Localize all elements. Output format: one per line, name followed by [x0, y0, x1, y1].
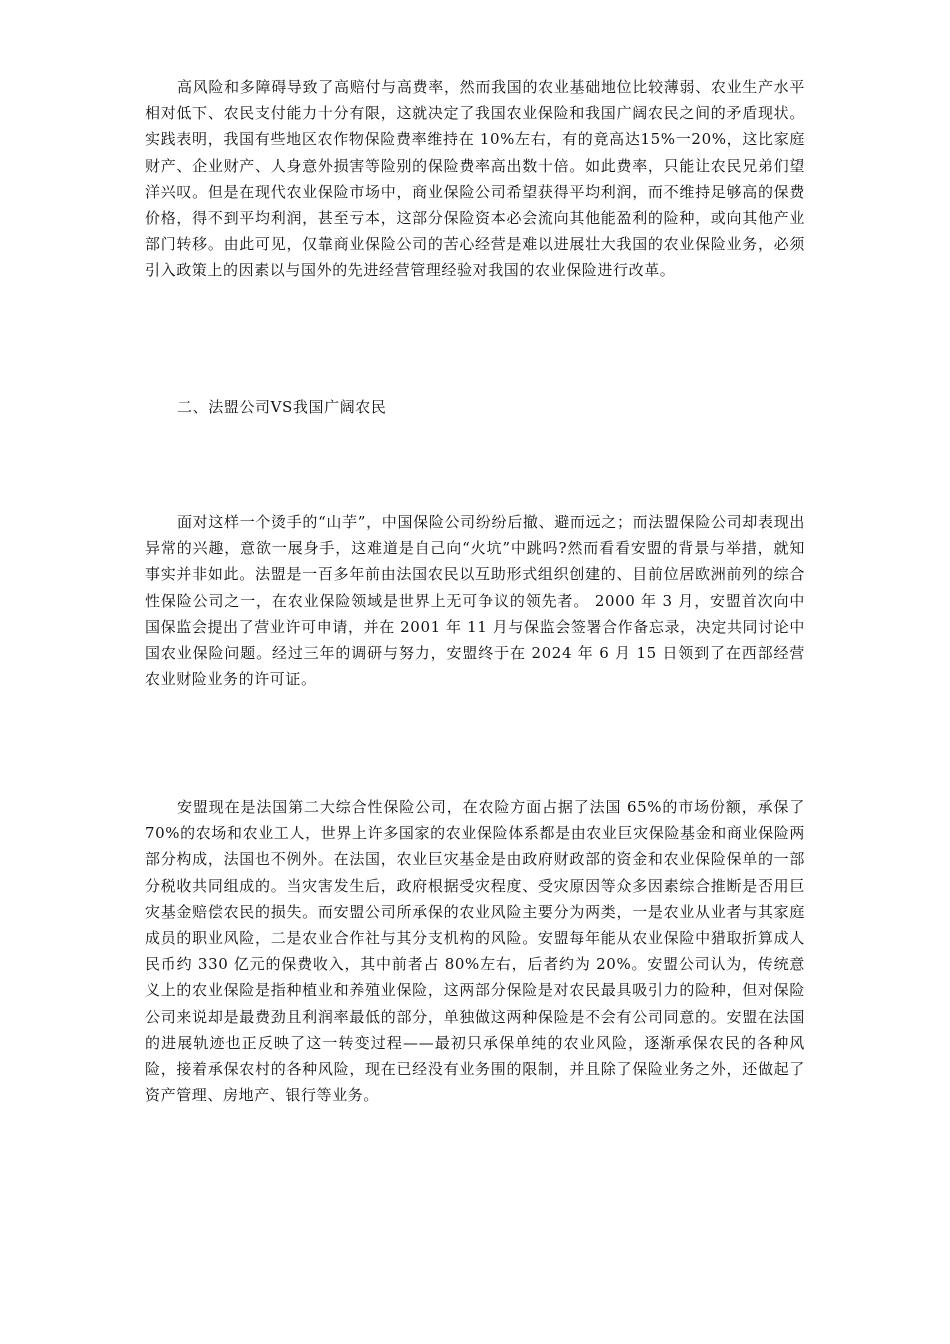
paragraph-groupama-france: 安盟现在是法国第二大综合性保险公司，在农险方面占据了法国 65%的市场份额，承保了 70%的农场和农业工人，世界上许多国家的农业保险体系都是由农业巨灾保险基金和商业保险两部分构成，法国也不例外。在法国，农业巨灾基金是由政府财政部的资金和农业保险保单的一部分税收共同组成的。当灾害发生后，政府根据受灾程度、受灾原因等众多因素综合推断是否用巨灾基金赔偿农民的损失。而安盟公司所承保的农业风险主要分为两类，一是农业从业者与其家庭成员的职业风险，二是农业合作社与其分支机构的风险。安盟每年能从农业保险中猎取折算成人民币约 330 亿元的保费收入，其中前者占 80%左右，后者约为 20%。安盟公司认为，传统意义上的农业保险是指种植业和养殖业保险，这两部分保险是对农民最具吸引力的险种，但对保险公司来说却是最费劲且利润率最低的部分，单独做这两种保险是不会有公司同意的。安盟在法国的进展轨迹也正反映了这一转变过程——最初只承保单纯的农业风险，逐渐承保农民的各种风险，接着承保农村的各种风险，现在已经没有业务围的限制，并且除了保险业务之外，还做起了资产管理、房地产、银行等业务。 — [145, 798, 805, 1105]
paragraph-groupama-background: 面对这样一个烫手的“山芋”，中国保险公司纷纷后撤、避而远之；而法盟保险公司却表现出异常的兴趣，意欲一展身手，这难道是自己向“火坑”中跳吗?然而看看安盟的背景与举措，就知事实并非如此。法盟是一百多年前由法国农民以互助形式组织创建的、目前位居欧洲前列的综合性保险公司之一，在农业保险领域是世界上无可争议的领先者。 2000 年 3 月，安盟首次向中国保监会提出了营业许可申请，并在 2001 年 11 月与保监会签署合作备忘录，决定共同讨论中国农业保险问题。经过三年的调研与努力，安盟终于在 2024 年 6 月 15 日领到了在西部经营农业财险业务的许可证。 — [145, 513, 805, 689]
paragraph-high-risk-premium: 高风险和多障碍导致了高赔付与高费率，然而我国的农业基础地位比较薄弱、农业生产水平相对低下、农民支付能力十分有限，这就决定了我国农业保险和我国广阔农民之间的矛盾现状。实践表明，我国有些地区农作物保险费率维持在 10%左右，有的竟高达15%一20%，这比家庭财产、企业财产、人身意外损害等险别的保险费率高出数十倍。如此费率，只能让农民兄弟们望洋兴叹。但是在现代农业保险市场中，商业保险公司希望获得平均利润，而不维持足够高的保费价格，得不到平均利润，甚至亏本，这部分保险资本必会流向其他能盈利的险种，或向其他产业部门转移。由此可见，仅靠商业保险公司的苦心经营是难以进展壮大我国的农业保险业务，必须引入政策上的因素以与国外的先进经营管理经验对我国的农业保险进行改革。 — [145, 78, 805, 280]
section-heading: 二、法盟公司VS我国广阔农民 — [177, 398, 387, 416]
